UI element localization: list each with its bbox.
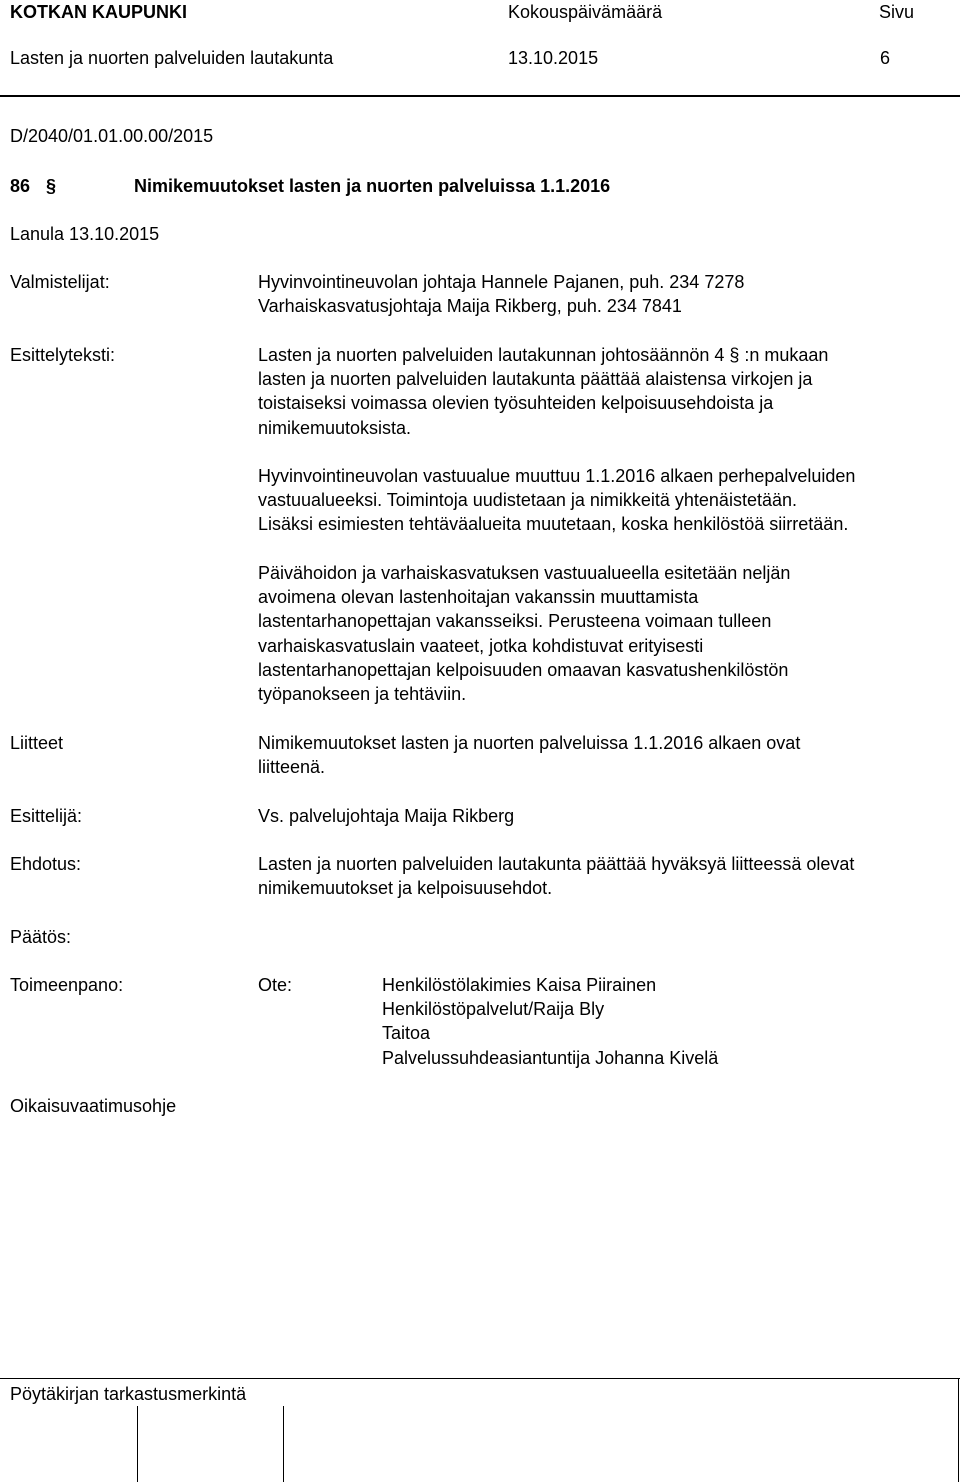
presentation-paragraph-1 (258, 343, 958, 440)
signature-box-divider (283, 1406, 284, 1482)
text-line: varhaiskasvatuslain vaateet, jotka kohdistuvat erityisesti (258, 635, 704, 656)
recipient: Palvelussuhdeasiantuntija Johanna Kivelä (382, 1048, 719, 1068)
signature-box-border (958, 1378, 959, 1482)
implementation-label: Toimeenpano: (10, 975, 124, 995)
presentation-paragraph-3 (258, 561, 958, 706)
recipient: Henkilöstölakimies Kaisa Piirainen (382, 975, 657, 995)
preparer-line: Varhaiskasvatusjohtaja Maija Rikberg, puh. 234 7841 (258, 296, 682, 316)
city-name: KOTKAN KAUPUNKI (10, 2, 187, 22)
presenter-value: Vs. palvelujohtaja Maija Rikberg (258, 806, 515, 826)
section-symbol: § (46, 176, 57, 196)
date-label: Kokouspäivämäärä (508, 2, 663, 22)
attachments-text (258, 731, 958, 779)
text-line: Nimikemuutokset lasten ja nuorten palveluissa 1.1.2016 alkaen ovat (258, 733, 801, 753)
meeting-date: 13.10.2015 (508, 48, 599, 68)
header-divider (0, 95, 960, 97)
text-line: avoimena olevan lastenhoitajan vakanssin muuttamista (258, 587, 699, 608)
signature-box-divider (137, 1406, 138, 1482)
text-line: lastentarhanopettajan vakansseiksi. Perusteena voimaan tulleen (258, 611, 772, 632)
text-line: toistaiseksi voimassa olevien työsuhteiden kelpoisuusehdoista ja (258, 393, 774, 414)
presentation-label: Esittelyteksti: (10, 345, 116, 365)
recipient: Henkilöstöpalvelut/Raija Bly (382, 999, 605, 1019)
presentation-paragraph-2 (258, 464, 958, 537)
text-line: lastentarhanopettajan kelpoisuuden omaavan kasvatushenkilöstön (258, 659, 789, 680)
record-id: D/2040/01.01.00.00/2015 (10, 126, 214, 146)
preparer-line: Hyvinvointineuvolan johtaja Hannele Pajanen, puh. 234 7278 (258, 272, 745, 292)
page-label: Sivu (879, 2, 915, 22)
attachments-label: Liitteet (10, 733, 64, 753)
decision-label: Päätös: (10, 927, 72, 947)
text-line: Päivähoidon ja varhaiskasvatuksen vastuualueella esitetään neljän (258, 563, 791, 583)
recipient: Taitoa (382, 1023, 431, 1043)
text-line: nimikemuutoksista. (258, 417, 412, 438)
text-line: Lasten ja nuorten palveluiden lautakunnan johtosäännön 4 § :n mukaan (258, 345, 829, 365)
author-date: Lanula 13.10.2015 (10, 224, 160, 244)
page-number: 6 (880, 48, 891, 68)
item-number: 86 (10, 176, 31, 196)
extract-label: Ote: (258, 975, 293, 995)
text-line: Lisäksi esimiesten tehtäväalueita muutetaan, koska henkilöstöä siirretään. (258, 514, 849, 535)
footer-divider (0, 1378, 960, 1379)
presenter-label: Esittelijä: (10, 806, 83, 826)
item-title: Nimikemuutokset lasten ja nuorten palveluissa 1.1.2016 (134, 176, 611, 196)
text-line: vastuualueeksi. Toimintoja uudistetaan ja nimikkeitä yhtenäistetään. (258, 490, 797, 511)
proposal-label: Ehdotus: (10, 854, 82, 874)
preparers-label: Valmistelijat: (10, 272, 110, 292)
footer-checkmarks-label: Pöytäkirjan tarkastusmerkintä (10, 1384, 247, 1404)
proposal-text (258, 852, 958, 900)
text-line: nimikemuutokset ja kelpoisuusehdot. (258, 878, 553, 899)
appeal-label: Oikaisuvaatimusohje (10, 1096, 177, 1116)
text-line: liitteenä. (258, 757, 326, 778)
committee-name: Lasten ja nuorten palveluiden lautakunta (10, 48, 334, 68)
text-line: Hyvinvointineuvolan vastuualue muuttuu 1.1.2016 alkaen perhepalveluiden (258, 466, 856, 486)
text-line: Lasten ja nuorten palveluiden lautakunta päättää hyväksyä liitteessä olevat (258, 854, 855, 874)
text-line: työpanokseen ja tehtäviin. (258, 684, 467, 705)
text-line: lasten ja nuorten palveluiden lautakunta päättää alaistensa virkojen ja (258, 369, 813, 390)
